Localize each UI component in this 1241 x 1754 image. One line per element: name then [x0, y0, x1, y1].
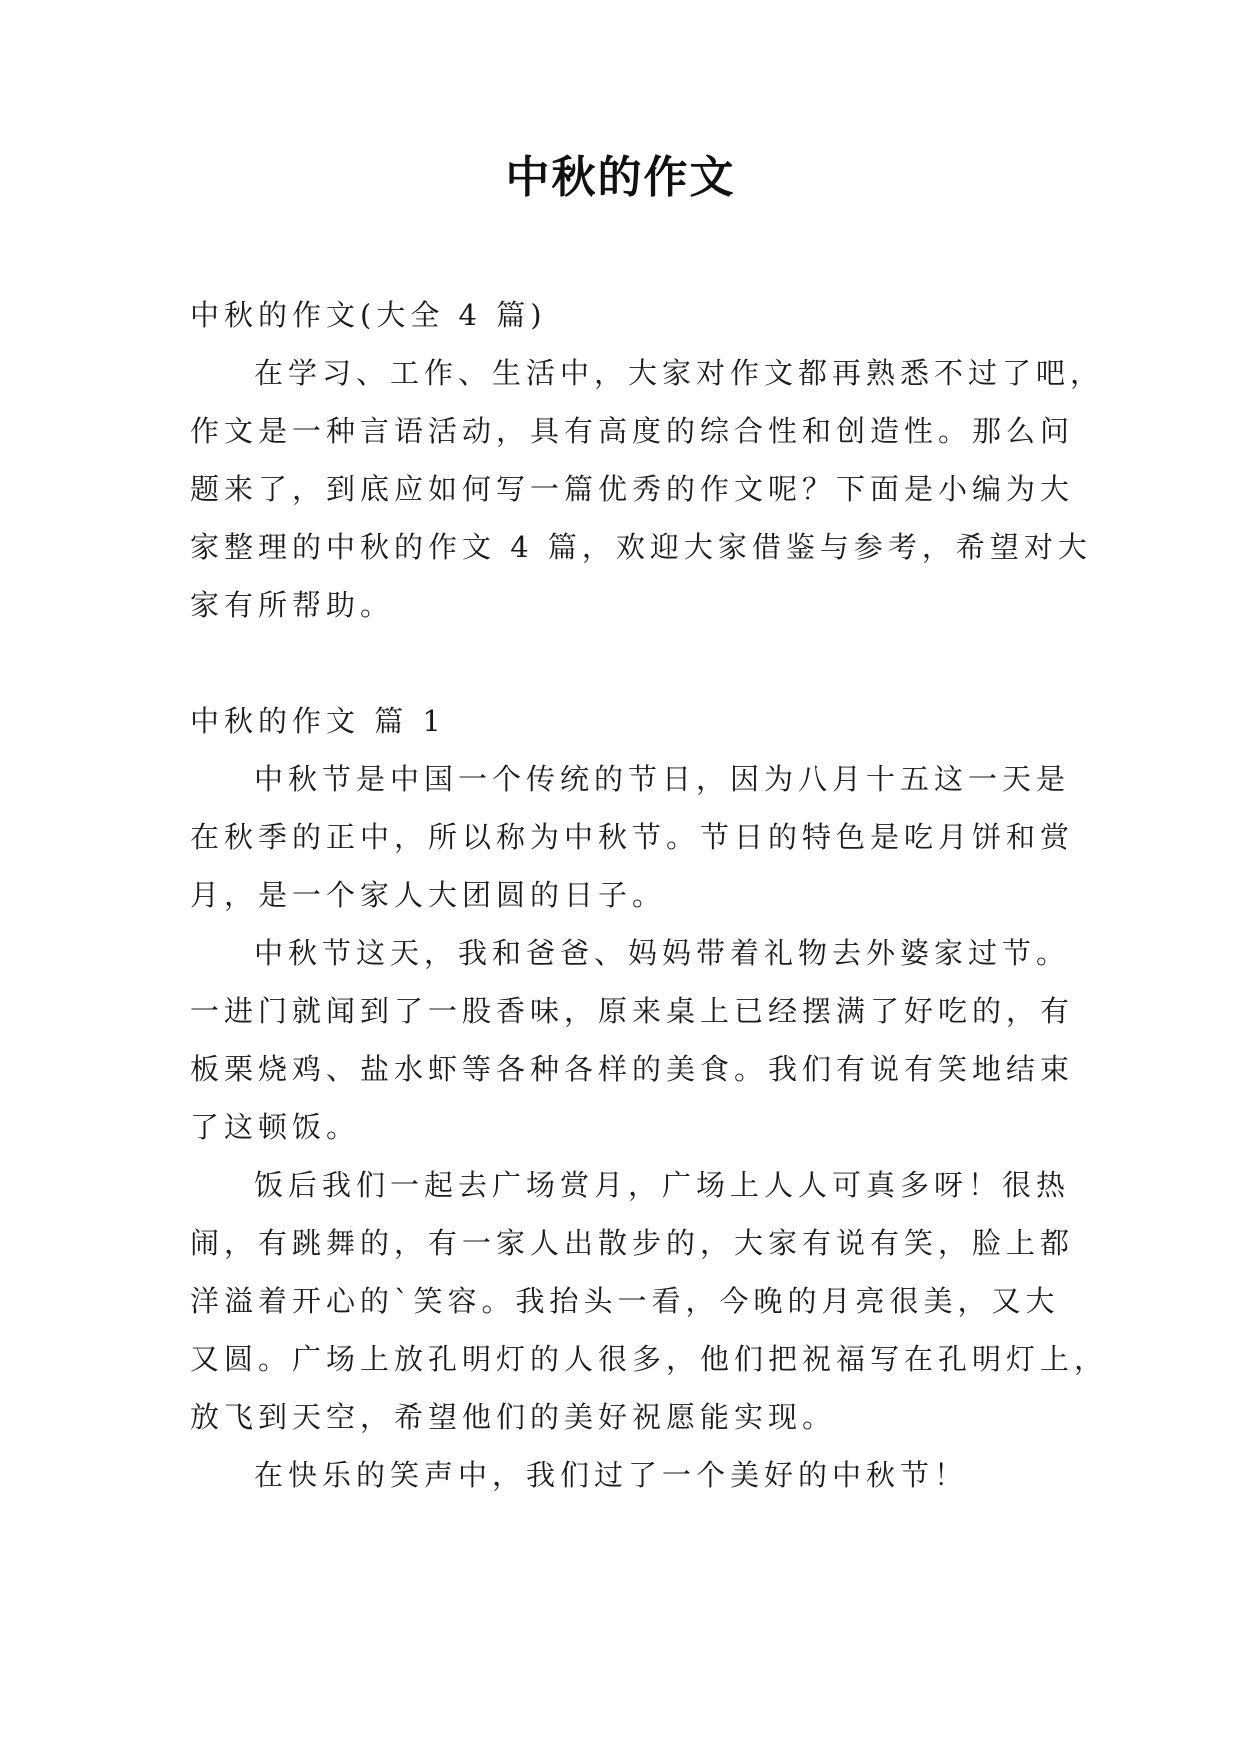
document-body — [190, 286, 1109, 1504]
text-line: 中秋节是中国一个传统的节日，因为八月十五这一天是 — [254, 762, 1071, 796]
text-line: 题来了，到底应如何写一篇优秀的作文呢？下面是小编为大 — [190, 472, 1075, 506]
text-line: 月，是一个家人大团圆的日子。 — [190, 878, 667, 912]
document-title: 中秋的作文 — [505, 152, 736, 203]
text-line: 放飞到天空，希望他们的美好祝愿能实现。 — [190, 1400, 837, 1434]
text-line: 家整理的中秋的作文 4 篇，欢迎大家借鉴与参考，希望对大 — [190, 530, 1092, 564]
text-line: 作文是一种言语活动，具有高度的综合性和创造性。那么问 — [190, 414, 1075, 448]
text-line: 一进门就闻到了一股香味，原来桌上已经摆满了好吃的，有 — [190, 994, 1075, 1028]
text-line: 家有所帮助。 — [190, 588, 395, 622]
text-line: 中秋的作文 篇 1 — [190, 704, 446, 738]
text-line: 在快乐的笑声中，我们过了一个美好的中秋节！ — [254, 1458, 969, 1492]
text-line: 又圆。广场上放孔明灯的人很多，他们把祝福写在孔明灯上， — [190, 1342, 1109, 1376]
text-line: 饭后我们一起去广场赏月，广场上人人可真多呀！很热 — [254, 1168, 1071, 1202]
text-line: 板栗烧鸡、盐水虾等各种各样的美食。我们有说有笑地结束 — [190, 1052, 1075, 1086]
text-line: 闹，有跳舞的，有一家人出散步的，大家有说有笑，脸上都 — [190, 1226, 1075, 1260]
text-line: 在学习、工作、生活中，大家对作文都再熟悉不过了吧， — [254, 356, 1105, 390]
text-line: 在秋季的正中，所以称为中秋节。节日的特色是吃月饼和赏 — [190, 820, 1075, 854]
text-line: 了这顿饭。 — [190, 1110, 361, 1144]
text-line: 洋溢着开心的`笑容。我抬头一看，今晚的月亮很美，又大 — [190, 1284, 1060, 1318]
text-line: 中秋节这天，我和爸爸、妈妈带着礼物去外婆家过节。 — [254, 936, 1071, 970]
text-line: 中秋的作文(大全 4 篇) — [190, 298, 547, 332]
paragraph-gap — [190, 634, 1050, 692]
